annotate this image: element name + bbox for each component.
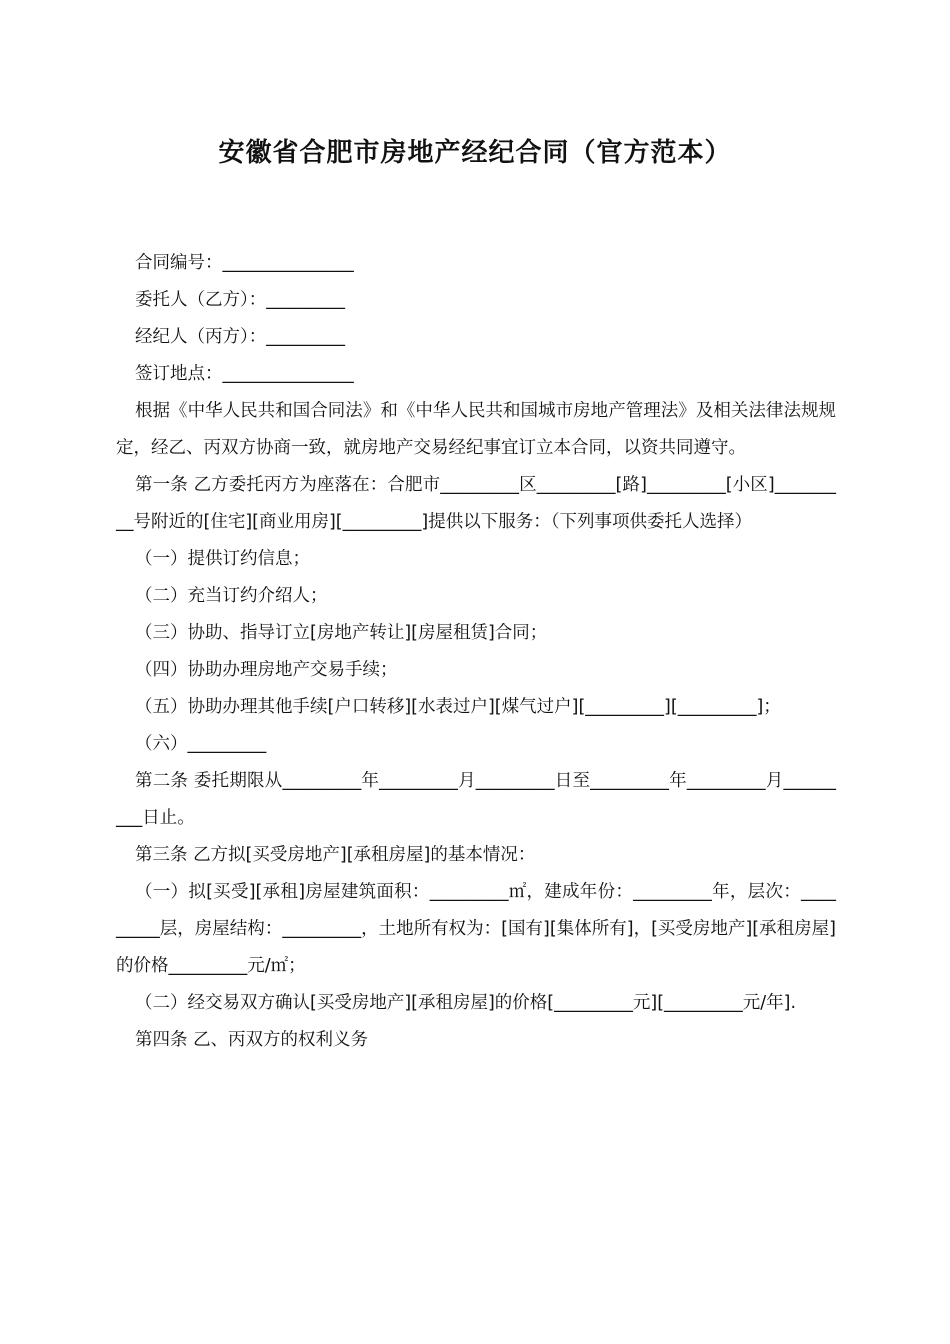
- preamble-paragraph: 根据《中华人民共和国合同法》和《中华人民共和国城市房地产管理法》及相关法律法规规定，经乙、丙双方协商一致，就房地产交易经纪事宜订立本合同，以资共同遵守。: [116, 401, 836, 458]
- document-body: [116, 245, 836, 1059]
- service-item-4: （四）协助办理房地产交易手续；: [135, 660, 398, 680]
- service-item-1: （一）提供订约信息；: [135, 549, 310, 569]
- service-item-3: （三）协助、指导订立[房地产转让][房屋租赁]合同；: [135, 623, 548, 643]
- article-3-item-1: （一）拟[买受][承租]房屋建筑面积：_________㎡，建成年份：_________年，层次：_________层，房屋结构：_________，土地所有权为：[国有][集体所有]，[买受房地产][承租房屋]的价格_________元/㎡；: [116, 882, 836, 976]
- signing-place-line: 签订地点：_______________: [135, 364, 354, 384]
- article-3-item-2: （二）经交易双方确认[买受房地产][承租房屋]的价格[_________元][_________元/年].: [135, 993, 797, 1013]
- article-3-heading: 第三条 乙方拟[买受房地产][承租房屋]的基本情况：: [135, 845, 536, 865]
- article-2-paragraph: 第二条 委托期限从_________年_________月_________日至_________年_________月_________日止。: [116, 771, 836, 828]
- service-item-5: （五）协助办理其他手续[户口转移][水表过户][煤气过户][_________][_________]；: [135, 697, 781, 717]
- document-title: 安徽省合肥市房地产经纪合同（官方范本）: [218, 138, 732, 168]
- service-item-2: （二）充当订约介绍人；: [135, 586, 328, 606]
- service-item-6: （六）_________: [135, 734, 267, 754]
- article-1-paragraph: 第一条 乙方委托丙方为座落在：合肥市_________区_________[路]_________[小区]_________号附近的[住宅][商业用房][_________]提供以下服务：（下列事项供委托人选择）: [116, 475, 836, 532]
- client-party-line: 委托人（乙方）：_________: [135, 290, 345, 310]
- contract-number-line: 合同编号：_______________: [135, 253, 354, 273]
- article-4-heading: 第四条 乙、丙双方的权利义务: [135, 1030, 369, 1050]
- agent-party-line: 经纪人（丙方）：_________: [135, 327, 345, 347]
